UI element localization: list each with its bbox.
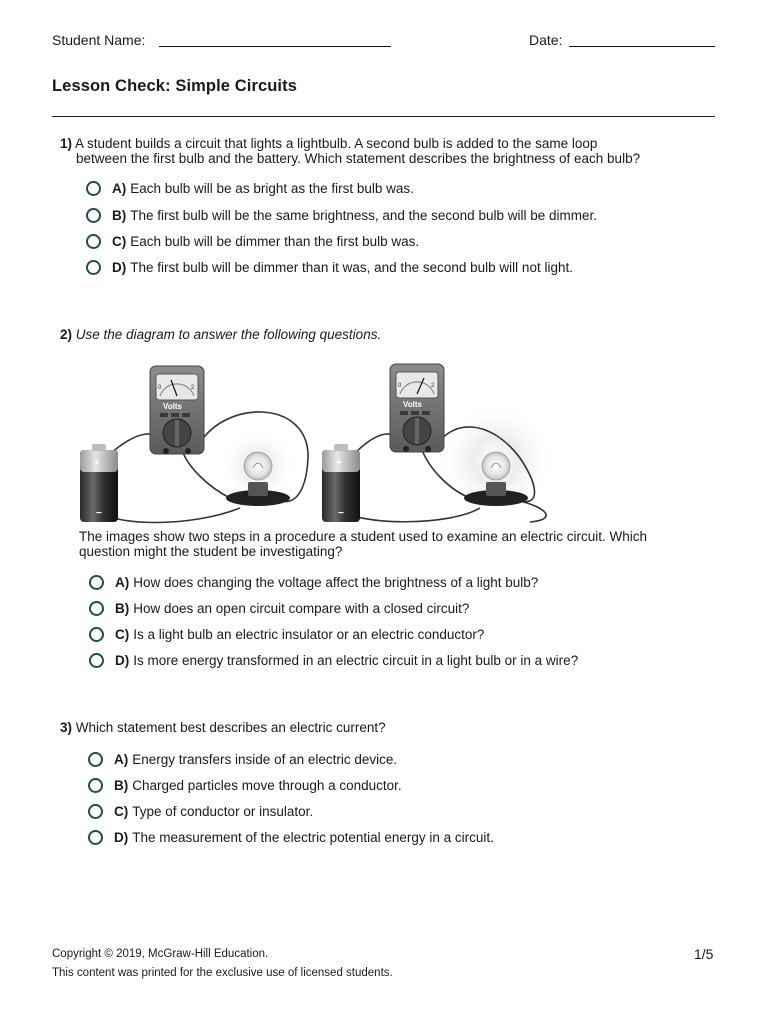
page-number: 1/5 [694,946,714,962]
question-2-stem [79,530,749,559]
option-text: Is a light bulb an electric insulator or an electric conductor? [133,627,485,642]
option-letter: A) [112,181,127,196]
option-text: Each bulb will be as bright as the first bulb was. [130,181,414,196]
q3-option-b[interactable] [88,778,402,793]
option-letter: A) [114,752,129,767]
q3-option-a[interactable] [88,752,397,767]
setup-1 [80,366,308,523]
date-field[interactable] [569,46,715,47]
question-number: 1) [60,136,73,151]
option-text: Is more energy transformed in an electric circuit in a light bulb or in a wire? [133,653,579,668]
radio-button[interactable] [88,830,103,845]
option-letter: C) [115,627,130,642]
question-1 [60,137,740,166]
question-number: 3) [60,720,73,735]
option-text: Each bulb will be dimmer than the first bulb was. [130,234,420,249]
question-text-line-1: The images show two steps in a procedure a student used to examine an electric circuit. Which [79,529,648,544]
option-text: Energy transfers inside of an electric device. [132,752,398,767]
option-text: The measurement of the electric potential energy in a circuit. [132,830,494,845]
radio-button[interactable] [89,653,104,668]
student-name-field[interactable] [159,46,391,47]
question-2 [60,328,381,343]
radio-button[interactable] [89,575,104,590]
option-letter: B) [115,601,130,616]
option-letter: C) [114,804,129,819]
radio-button[interactable] [86,260,101,275]
q1-option-c[interactable] [86,234,419,249]
question-number: 2) [60,327,73,342]
question-text-line-1: A student builds a circuit that lights a lightbulb. A second bulb is added to the same loop [75,136,598,151]
svg-text:−: − [338,508,344,519]
svg-text:Volts: Volts [163,402,182,411]
license-notice: This content was printed for the exclusive use of licensed students. [52,967,393,979]
option-text: How does changing the voltage affect the brightness of a light bulb? [133,575,539,590]
svg-text:Volts: Volts [403,400,422,409]
radio-button[interactable] [89,601,104,616]
circuit-diagram [70,358,570,530]
question-3 [60,721,386,736]
radio-button[interactable] [86,234,101,249]
student-name-label: Student Name: [52,32,146,48]
question-text-line-2: question might the student be investigating? [79,543,343,559]
copyright-text: Copyright © 2019, McGraw-Hill Education. [52,948,269,960]
option-text: Charged particles move through a conductor. [132,778,402,793]
question-text-line-2: between the first bulb and the battery. Which statement describes the brightness of each bulb? [76,150,641,166]
q2-option-d[interactable] [89,653,578,668]
option-text: The first bulb will be the same brightness, and the second bulb will be dimmer. [130,208,597,223]
svg-text:2: 2 [431,383,435,389]
q2-option-b[interactable] [89,601,469,616]
radio-button[interactable] [86,208,101,223]
page-title: Lesson Check: Simple Circuits [52,77,297,95]
option-text: The first bulb will be dimmer than it was, and the second bulb will not light. [130,260,573,275]
radio-button[interactable] [89,627,104,642]
svg-text:+: + [336,458,342,469]
option-letter: D) [112,260,127,275]
radio-button[interactable] [88,778,103,793]
svg-text:+: + [94,458,100,469]
option-letter: B) [112,208,127,223]
battery-icon [80,444,118,522]
radio-button[interactable] [88,804,103,819]
date-label: Date: [529,32,563,48]
svg-text:2: 2 [191,385,195,391]
question-text-line-1: Which statement best describes an electric current? [75,720,386,735]
q3-option-c[interactable] [88,804,313,819]
svg-text:0: 0 [158,385,162,391]
q3-option-d[interactable] [88,830,494,845]
radio-button[interactable] [88,752,103,767]
option-letter: D) [114,830,129,845]
voltmeter-icon [150,366,204,454]
svg-text:0: 0 [398,383,402,389]
voltmeter-icon [390,364,444,452]
svg-text:−: − [96,508,102,519]
q2-option-c[interactable] [89,627,484,642]
option-letter: C) [112,234,127,249]
option-letter: B) [114,778,129,793]
option-letter: D) [115,653,130,668]
option-text: Type of conductor or insulator. [132,804,314,819]
question-prompt: Use the diagram to answer the following questions. [75,327,382,342]
radio-button[interactable] [86,181,101,196]
option-text: How does an open circuit compare with a closed circuit? [133,601,470,616]
option-letter: A) [115,575,130,590]
q1-option-a[interactable] [86,181,414,196]
battery-icon [322,444,360,522]
title-divider [52,116,715,117]
q1-option-d[interactable] [86,260,573,275]
q1-option-b[interactable] [86,208,597,223]
setup-2 [322,364,554,522]
q2-option-a[interactable] [89,575,538,590]
